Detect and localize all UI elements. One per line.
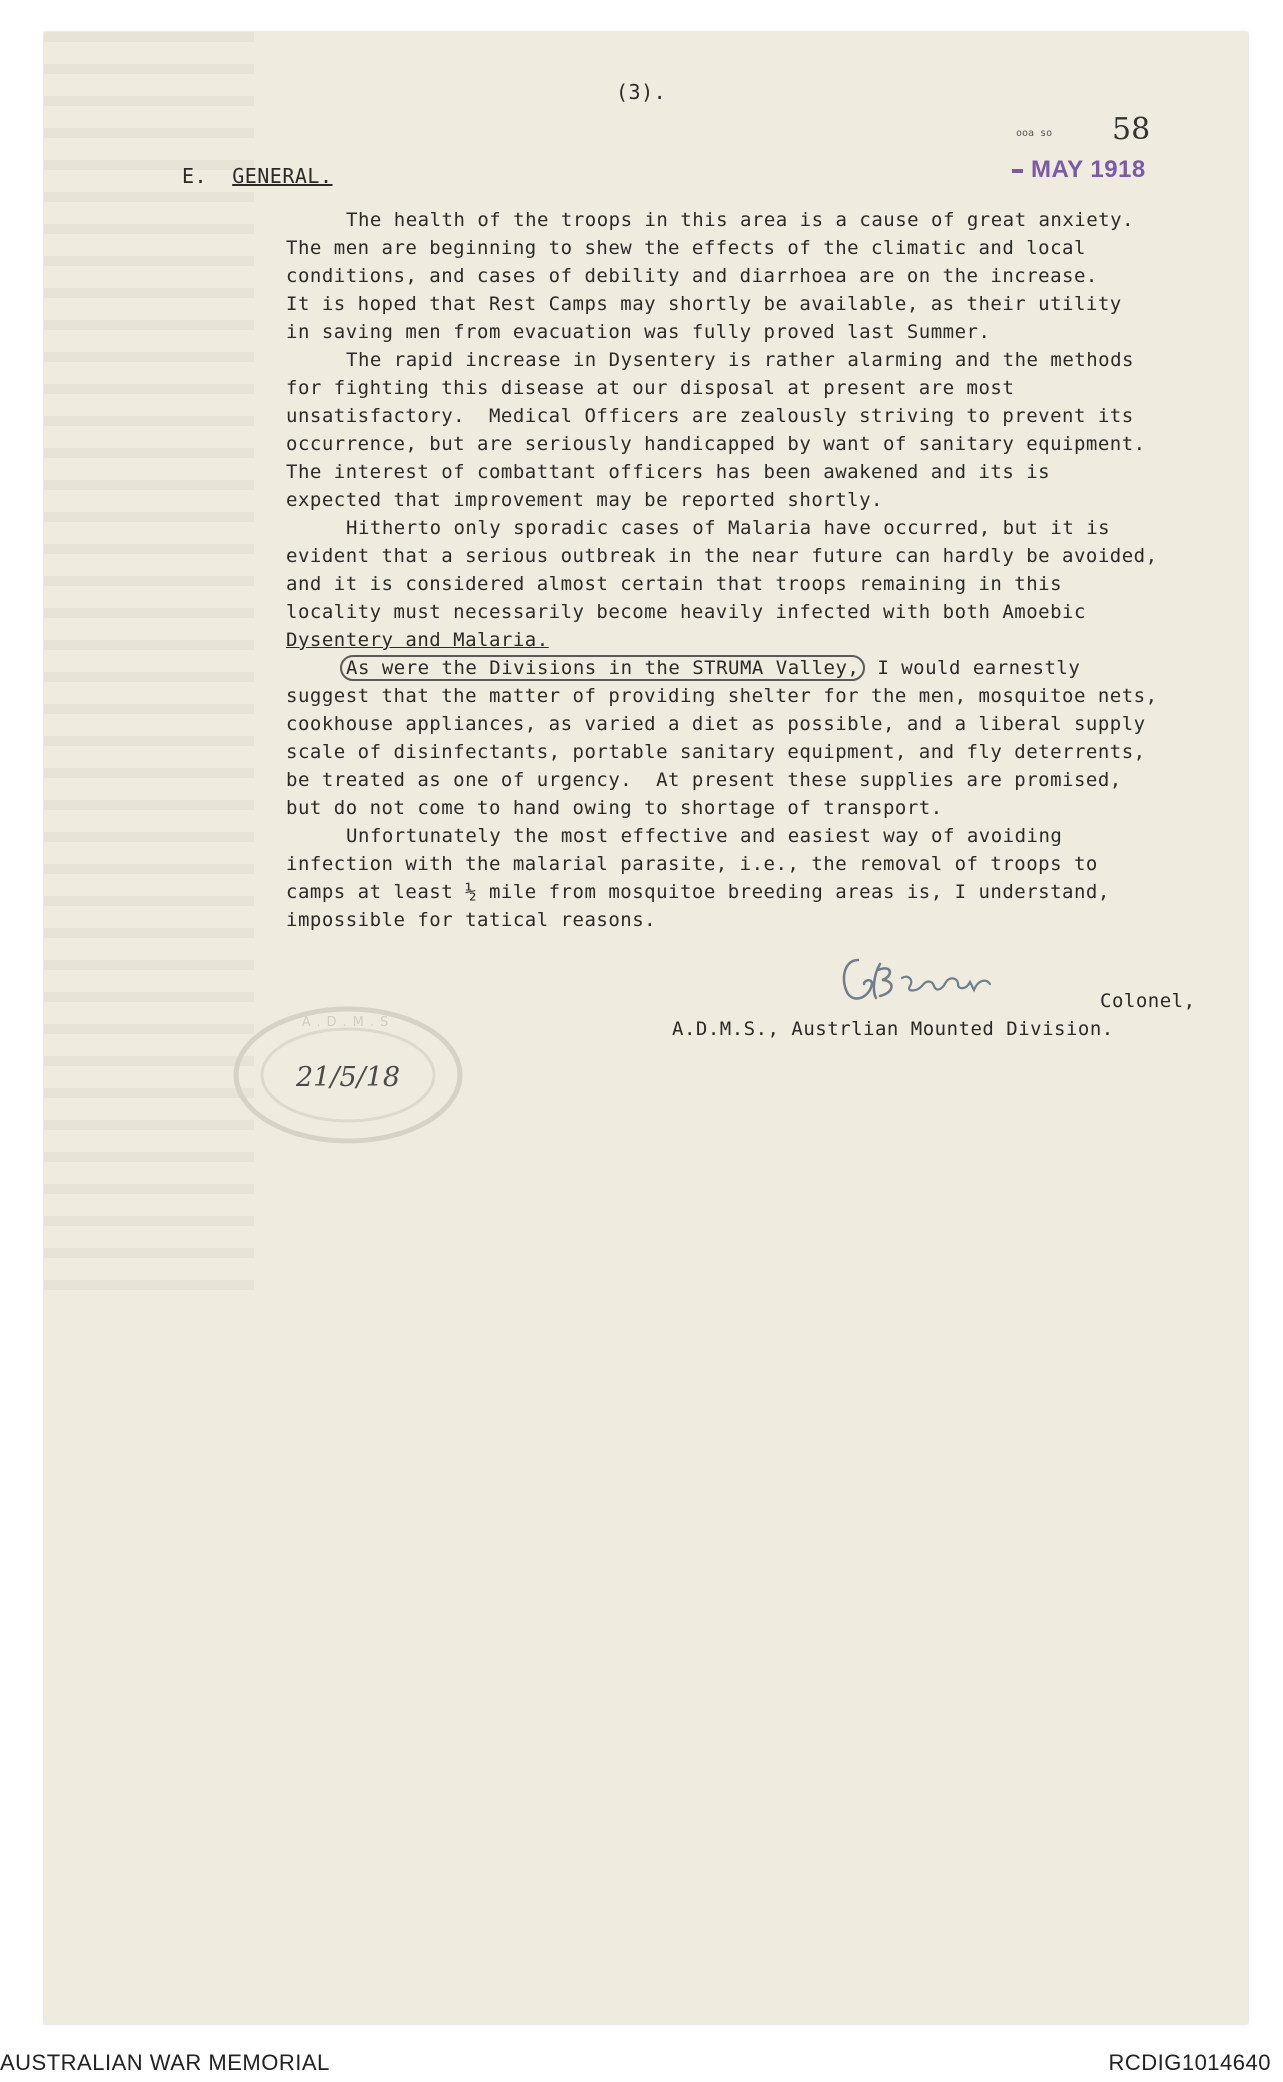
body-line: camps at least ½ mile from mosquitoe breeding areas is, I understand,: [286, 881, 1110, 903]
body-line: be treated as one of urgency. At present these supplies are promised,: [286, 769, 1122, 791]
body-line: cookhouse appliances, as varied a diet as possible, and a liberal supply: [286, 713, 1146, 735]
body-line: suggest that the matter of providing shelter for the men, mosquitoe nets,: [286, 685, 1158, 707]
body-line: Hitherto only sporadic cases of Malaria have occurred, but it is: [346, 517, 1111, 539]
footer-archive-name: AUSTRALIAN WAR MEMORIAL: [0, 2050, 330, 2075]
date-stamp-text: MAY 1918: [1031, 156, 1146, 183]
body-line: impossible for tatical reasons.: [286, 909, 657, 931]
body-line: evident that a serious outbreak in the near future can hardly be avoided,: [286, 545, 1158, 567]
stamp-lettering: A.D.M.S: [301, 1015, 395, 1030]
folio-number: 58: [1112, 112, 1151, 147]
folio-mark: ooa so: [1016, 128, 1053, 139]
handwritten-signature: [834, 950, 1034, 1010]
body-text: [286, 206, 1226, 934]
section-title: GENERAL.: [232, 164, 333, 188]
receipt-date: 21/5/18: [296, 1062, 401, 1093]
body-line: It is hoped that Rest Camps may shortly be available, as their utility: [286, 293, 1122, 315]
body-line: The interest of combattant officers has been awakened and its is: [286, 461, 1051, 483]
body-line: Unfortunately the most effective and easiest way of avoiding: [346, 825, 1063, 847]
body-line: and it is considered almost certain that troops remaining in this: [286, 573, 1063, 595]
body-line: occurrence, but are seriously handicapped by want of sanitary equipment.: [286, 433, 1146, 455]
section-letter: E.: [182, 164, 208, 188]
body-line: locality must necessarily become heavily infected with both Amoebic: [286, 601, 1086, 623]
page-number: (3).: [616, 80, 667, 104]
body-line: [346, 654, 1226, 682]
body-line: in saving men from evacuation was fully proved last Summer.: [286, 321, 991, 343]
signatory-rank: Colonel,: [1100, 990, 1196, 1012]
body-line: The health of the troops in this area is a cause of great anxiety.: [346, 209, 1134, 231]
circled-phrase: As were the Divisions in the STRUMA Valley,: [340, 655, 865, 681]
body-line: for fighting this disease at our disposal at present are most: [286, 377, 1015, 399]
stamp-dash-mark: [1012, 169, 1023, 173]
body-line: The men are beginning to shew the effects of the climatic and local: [286, 237, 1086, 259]
section-heading: [182, 164, 333, 188]
body-line: conditions, and cases of debility and diarrhoea are on the increase.: [286, 265, 1098, 287]
body-line: infection with the malarial parasite, i.e., the removal of troops to: [286, 853, 1098, 875]
footer-record-id: RCDIG1014640: [1108, 2050, 1271, 2075]
body-line: but do not come to hand owing to shortage of transport.: [286, 797, 943, 819]
body-line: scale of disinfectants, portable sanitary equipment, and fly deterrents,: [286, 741, 1146, 763]
body-line: unsatisfactory. Medical Officers are zealously striving to prevent its: [286, 405, 1134, 427]
body-line: The rapid increase in Dysentery is rather alarming and the methods: [346, 349, 1134, 371]
signatory-title: A.D.M.S., Austrlian Mounted Division.: [672, 1018, 1114, 1040]
date-stamp: [1012, 156, 1146, 184]
body-line: Dysentery and Malaria.: [286, 629, 549, 651]
body-line: expected that improvement may be reported shortly.: [286, 489, 883, 511]
body-line-continuation: I would earnestly: [865, 657, 1081, 679]
